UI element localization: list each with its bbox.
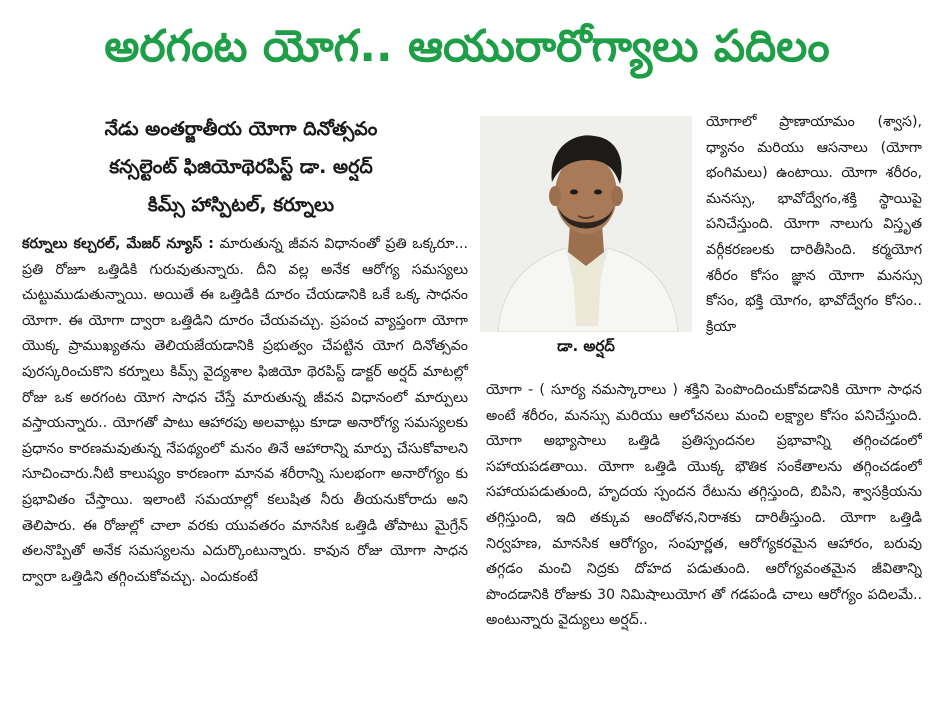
- dateline: కర్నూలు కల్చరల్, మేజర్ న్యూస్ :: [22, 236, 214, 252]
- doctor-photo: [480, 116, 692, 332]
- article-right-column-top: యోగాలో ప్రాణాయామం (శ్వాస), ధ్యానం మరియు ఆసనాలు (యోగా భంగిమలు) ఉంటాయి. యోగా శరీరం, మనస్సు, భావోద్వేగం,శక్తి స్థాయిపై పనిచేస్తుంది. యోగా నాలుగు విస్తృత వర్గీకరణలకు దారితీసింది. కర్మయోగ శరీరం కోసం జ్ఞాన యోగా మనస్సు కోసం, భక్తి యోగం, భావోద్వేగం కోసం.. క్రియా: [706, 114, 922, 335]
- article-left-column: [22, 232, 468, 674]
- subheading-2: కన్సల్టెంట్ ఫిజియోథెరపిస్ట్ డా. అర్షద్: [109, 156, 373, 178]
- photo-caption: డా. అర్షద్: [480, 332, 692, 360]
- subheading-1: నేడు అంతర్జాతీయ యోగా దినోత్సవం: [104, 118, 378, 140]
- doctor-portrait-icon: [480, 116, 692, 332]
- subheading-3: కిమ్స్ హాస్పిటల్, కర్నూలు: [147, 194, 335, 216]
- article-headline: అరగంట యోగ.. ఆయురారోగ్యాలు పదిలం: [104, 21, 830, 72]
- left-column-text: మారుతున్న జీవన విధానంతో ప్రతి ఒక్కరూ... ప్రతి రోజూ ఒత్తిడికి గురువుతున్నారు. దీని వల్ల అనేక ఆరోగ్య సమస్యలు చుట్టుముడుతున్నాయి. అయితే ఈ ఒత్తిడికి దూరం చేయడానికి ఒకే ఒక్క సాధనం యోగా. ఈ యోగా ద్వారా ఒత్తిడిని దూరం చేయవచ్చు. ప్రపంచ వ్యాప్తంగా యోగా యొక్క ప్రాముఖ్యతను తెలియజేయడానికి ప్రభుత్వం చేపట్టిన యోగ దినోత్సవం పురస్కరించుకొని కర్నూలు కిమ్స్ వైద్యశాల ఫిజియో థెరపిస్ట్ డాక్టర్ అర్షద్ మాటల్లో రోజు ఒక అరగంట యోగ సాధన చేస్తే మారుతున్న జీవన విధానంలో మార్పులు వస్తాయన్నారు.. యోగతో పాటు ఆహారపు అలవాట్లు కూడా అనారోగ్య సమస్యలకు ప్రధానం కారణమవుతున్న నేపథ్యంలో మనం తినే ఆహారాన్ని మార్పు చేసుకోవాలని సూచించారు.నీటి కాలుష్యం కారణంగా మానవ శరీరాన్ని సులభంగా అనారోగ్యం కు ప్రభావితం చేస్తాయి. ఇలాంటి సమయాల్లో కలుషిత నీరు తీయనుకోరాదు అని తెలిపారు. ఈ రోజుల్లో చాలా వరకు యువతరం మానసిక ఒత్తిడి తోపాటు మైగ్రేన్ తలనొప్పితో అనేక సమస్యలను ఎదుర్కొంటున్నారు. కావున రోజు యోగా సాధన ద్వారా ఒత్తిడిని తగ్గించుకోవచ్చు. ఎందుకంటే: [22, 236, 468, 585]
- article-right-column-bottom: యోగా - ( సూర్య నమస్కారాలు ) శక్తిని పెంపొందించుకోవడానికి యోగా సాధన అంటే శరీరం, మనస్సు మరియు ఆలోచనలు మంచి లక్ష్యాల కోసం పనిచేస్తుంది. యోగా అభ్యాసాలు ఒత్తిడి ప్రతిస్పందనల ప్రభావాన్ని తగ్గించడంలో సహాయపడతాయి. యోగా ఒత్తిడి యొక్క భౌతిక సంకేతాలను తగ్గించడంలో సహాయపడుతుంది, హృదయ స్పందన రేటును తగ్గిస్తుంది, బిపిని, శ్వాసక్రియను తగ్గిస్తుంది, ఇది తక్కువ ఆందోళన,నిరాశకు దారితీస్తుంది. యోగా ఒత్తిడి నిర్వహణ, మానసిక ఆరోగ్యం, సంపూర్ణత, ఆరోగ్యకరమైన ఆహారం, బరువు తగ్గడం మంచి నిద్రకు దోహద పడుతుంది. ఆరోగ్యవంతమైన జీవితాన్ని పొందడానికి రోజుకు 30 నిమిషాలుయోగ తో గడపండి చాలు ఆరోగ్యం పదిలమే.. అంటున్నారు వైద్యులు అర్షద్..: [486, 382, 922, 629]
